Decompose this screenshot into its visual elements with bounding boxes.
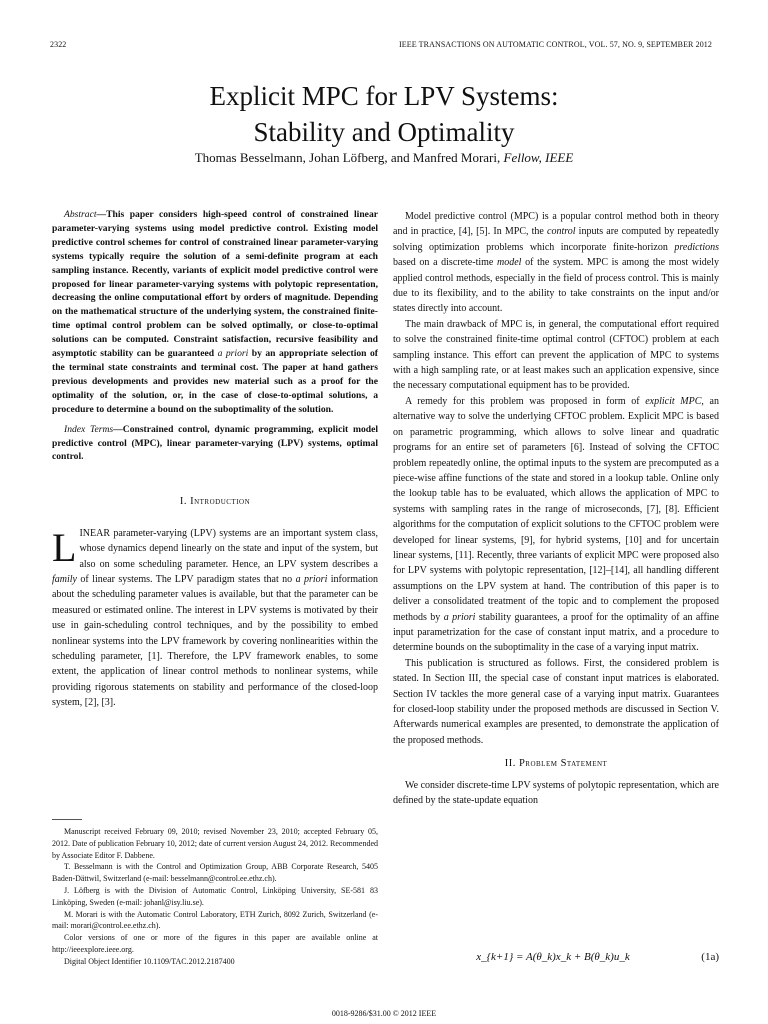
footnote-lofberg: J. Löfberg is with the Division of Automatic Control, Linköping University, SE-581 83 Linköping, Sweden (e-mail: johanl@isy.liu.se). — [52, 885, 378, 907]
intro-text-3: information about the scheduling parameter values is available, but that the parameter can be measured or estimated online. The interest in LPV systems is motivated by their use in gain-scheduling control techniques, and by the possibility to embed nonlinear systems into the LPV framework by covering nonlinearities within the scheduling parameter, [1]. Therefore, the LPV framework enables, to some extent, the application of linear control methods to nonlinear systems, while providing rigorous statements on stability and performance of the closed-loop system, [2], [3]. — [52, 573, 378, 709]
intro-italic-1: family — [52, 573, 77, 585]
footnote-color: Color versions of one or more of the figures in this paper are available online at http://ieeexplore.ieee.org. — [52, 933, 378, 954]
right-p1-text-3: based on a discrete-time — [393, 257, 497, 269]
abstract-lead: Abstract — [64, 209, 97, 220]
right-p1-italic-2: predictions — [674, 241, 719, 253]
section-2-heading: II. Problem Statement — [504, 758, 608, 770]
author-names: Thomas Besselmann, Johan Löfberg, and Manfred Morari, — [194, 150, 501, 165]
intro-paragraph — [52, 526, 378, 711]
footnote-doi: Digital Object Identifier 10.1109/TAC.2012.2187400 — [64, 956, 235, 966]
abstract — [52, 208, 378, 417]
footnote-morari: M. Morari is with the Automatic Control Laboratory, ETH Zurich, 8092 Zurich, Switzerland (e-mail: morari@control.ee.ethz.ch). — [52, 909, 378, 931]
right-paragraph-1 — [393, 209, 719, 317]
right-p1-text-4: of the system. MPC is among the most widely applied control methods, especially in the field of process control. This is mainly due to its flexibility, and to the ability to take constraints on the input and/or states directly into account. — [393, 257, 720, 315]
equation-number: (1a) — [701, 951, 719, 963]
right-p3-text-2: , an alternative way to solve the underlying CFTOC problem. Explicit MPC is based on parametric programming, which allows to solve linear and quadratic programs for an entire set of parameters [6]. Instead of solving the CFTOC problem repeatedly online, the optimal inputs to the system are precomputed as a piece-wise affine functions of the state and stored in a lookup table. Online only the lookup table has to be evaluated, which allows the application of MPC to systems with sampling rates in the range of microseconds, [7], [8]. Efficient algorithms for the computation of explicit solutions to the CFTOC problem were developed for linear systems, [9], for hybrid systems, [10] and for uncertain linear systems, [11]. Recently, three variants of explicit MPC were proposed also for LPV systems with polytopic representation, [12]–[14], all handling different assumptions on the LPV system at hand. The contribution of this paper is to deliver a consolidated treatment of the topic and to complement the proposed methods by — [393, 395, 719, 623]
page-number: 2322 — [50, 40, 67, 49]
right-p1-text-2: inputs are computed by repeatedly solving optimization problems which incorporate finite-horizon — [393, 226, 719, 253]
right-p3-text-1: A remedy for this problem was proposed in form of — [405, 395, 646, 407]
equation-1a — [393, 951, 719, 963]
right-p3-italic-1: explicit MPC — [645, 395, 702, 407]
drop-cap: L — [52, 524, 77, 570]
author-suffix: Fellow, IEEE — [503, 150, 574, 165]
intro-italic-2: a priori — [295, 573, 328, 585]
footnote-besselmann: T. Besselmann is with the Control and Optimization Group, ABB Corporate Research, 5405 Baden-Dättwil, Switzerland (e-mail: besselmann@control.ee.ethz.ch). — [52, 862, 378, 884]
author-line — [0, 150, 768, 166]
paper-title — [0, 78, 768, 150]
index-terms-lead: Index Terms — [64, 423, 114, 435]
left-column — [52, 208, 378, 711]
equation-body: x_{k+1} = A(θ_k)x_k + B(θ_k)u_k — [476, 951, 630, 963]
abstract-italic: a priori — [217, 348, 249, 360]
right-p1-italic-1: control — [547, 226, 576, 238]
right-paragraph-2: The main drawback of MPC is, in general, the computational effort required to solve the constrained finite-time optimal control (CFTOC) problem at each sampling instance. This effort can prevent the application of MPC to systems with a high sampling rate, or at least makes such an application expensive, since the necessary computational equipment has to be provided. — [393, 318, 719, 392]
intro-text-1: INEAR parameter-varying (LPV) systems are an important system class, whose dynamics depend linearly on the state and input of the system, but also on some scheduling parameter. Hence, an LPV system describes a — [79, 527, 378, 570]
footnotes — [52, 826, 378, 968]
right-paragraph-3 — [393, 394, 719, 656]
index-terms — [52, 423, 378, 465]
section-1-heading: I. Introduction — [179, 496, 251, 508]
right-p3-text-3: stability guarantees, a proof for the optimality of an affine input parametrization for the case of constant input matrix, and a procedure to determine bounds on the suboptimality in the case of a varying input matrix. — [393, 611, 719, 654]
intro-text-2: of linear systems. The LPV paradigm states that no — [77, 573, 296, 585]
index-terms-text: —Constrained control, dynamic programming, explicit model predictive control (MPC), linear parameter-varying (LPV) systems, optimal control. — [52, 423, 379, 463]
right-p3-italic-2: a priori — [443, 611, 476, 623]
title-line-1: Explicit MPC for LPV Systems: — [209, 81, 559, 111]
right-p1-italic-3: model — [497, 257, 522, 269]
copyright-footer: 0018-9286/$31.00 © 2012 IEEE — [331, 1009, 437, 1018]
abstract-text-2: by an appropriate selection of the terminal state constraints and terminal cost. The paper at hand gathers previous developments and provides new material such as a proof for the optimality of the solution, or, in the case of close-to-optimal solutions, a procedure to determine a bound on the suboptimality of the solution. — [52, 348, 378, 415]
right-paragraph-4: This publication is structured as follows. First, the considered problem is stated. In Section III, the special case of constant input matrices is elaborated. Section IV tackles the more general case of a varying input matrix. Guarantees for closed-loop stability under the proposed methods are discussed in Section V. Afterwards numerical examples are presented, to demonstrate the application of the proposed methods. — [393, 657, 719, 746]
right-paragraph-5: We consider discrete-time LPV systems of polytopic representation, which are defined by the state-update equation — [393, 779, 719, 807]
abstract-text: —This paper considers high-speed control of constrained linear parameter-varying systems using model predictive control. Existing model predictive control schemes for control of constrained linear parameter-varying systems typically require the solution of a semi-definite program at each sampling instance. Recently, variants of explicit model predictive control were proposed for linear parameter-varying systems with polytopic representation, decreasing the online computational effort by orders of magnitude. Depending on the mathematical structure of the underlying system, the constrained finite-time optimal control problem can be solved optimally, or close-to-optimal solutions can be computed. Constraint satisfaction, recursive feasibility and asymptotic stability can be guaranteed — [52, 209, 378, 360]
title-line-2: Stability and Optimality — [253, 117, 515, 147]
footnote-manuscript: Manuscript received February 09, 2010; revised November 23, 2010; accepted February 05, 2012. Date of publication February 10, 2012; date of current version August 24, 2012. Recommended by Associate Editor F. Dabbene. — [52, 827, 378, 860]
right-p1-text-1: Model predictive control (MPC) is a popular control method both in theory and in practice, [4], [5]. In MPC, the — [393, 211, 719, 238]
right-column — [393, 209, 719, 808]
journal-header: IEEE TRANSACTIONS ON AUTOMATIC CONTROL, VOL. 57, NO. 9, SEPTEMBER 2012 — [398, 40, 712, 49]
footnote-rule — [52, 819, 82, 820]
